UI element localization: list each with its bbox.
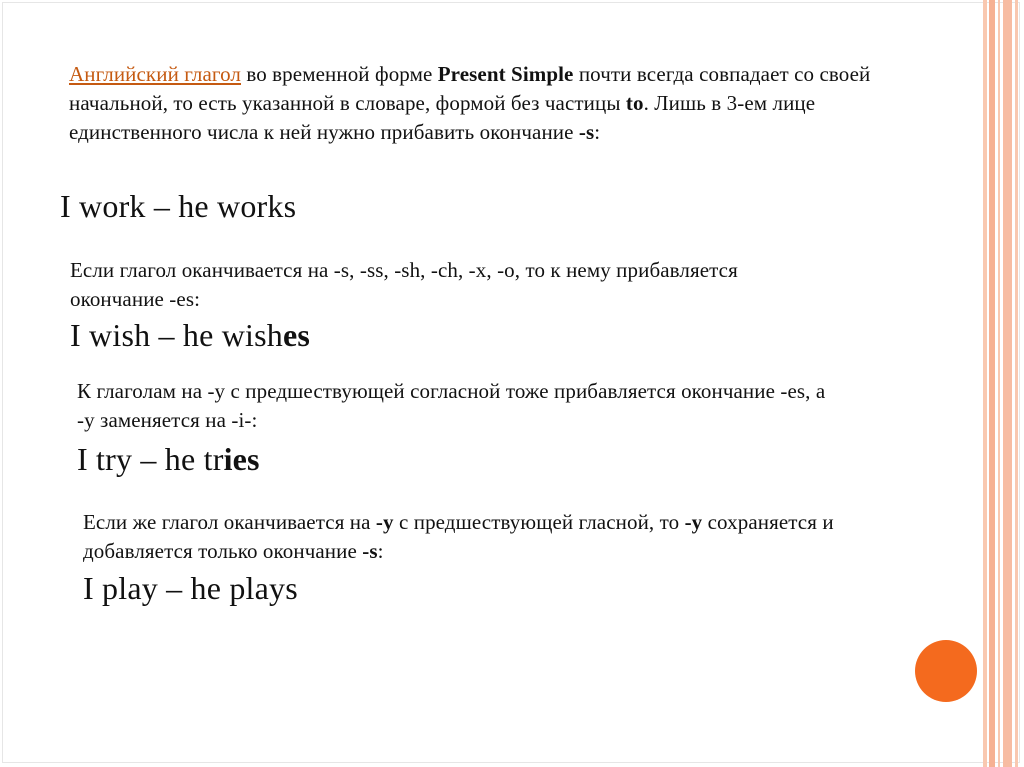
- bold-term: to: [625, 91, 644, 115]
- paragraph-present-simple: [69, 60, 909, 147]
- text-fragment: во временной форме: [241, 62, 438, 86]
- text-fragment: Если же глагол оканчивается на: [83, 510, 376, 534]
- example-try: [77, 441, 260, 477]
- stripe: [983, 0, 987, 767]
- paragraph-y-consonant: К глаголам на -y с предшествующей согласной тоже прибавляется окончание -es, а -y заменяется на -i-:: [77, 379, 826, 432]
- example-ending: ies: [223, 441, 260, 477]
- text-fragment: сохраняется и добавляется только окончание: [83, 510, 834, 563]
- stripe: [1015, 0, 1018, 767]
- paragraph-es-ending: Если глагол оканчивается на -s, -ss, -sh, -ch, -x, -o, то к нему прибавляется окончание -es:: [70, 258, 738, 311]
- english-verb-link[interactable]: Английский глагол: [69, 62, 241, 86]
- example-wish: [70, 317, 310, 353]
- text-fragment: :: [594, 120, 601, 144]
- bold-term: Present Simple: [437, 62, 574, 86]
- example-base: I try – he tr: [77, 441, 224, 477]
- bold-term: -s: [578, 120, 595, 144]
- stripe: [998, 0, 1000, 767]
- bold-term: -y: [684, 510, 703, 534]
- decorative-circle: [915, 640, 977, 702]
- text-fragment: :: [377, 539, 384, 563]
- example-base: I wish – he wish: [70, 317, 283, 353]
- paragraph-y-vowel: [83, 508, 923, 566]
- example-play: I play – he plays: [83, 570, 298, 606]
- stripe: [1003, 0, 1012, 767]
- text-fragment: с предшествующей гласной, то: [393, 510, 685, 534]
- text-fragment: . Лишь в 3-ем лице единственного числа к ней нужно прибавить окончание: [69, 91, 816, 144]
- text-fragment: почти всегда совпадает со своей начальной, то есть указанной в словаре, формой без частицы: [69, 62, 871, 115]
- example-work: I work – he works: [60, 188, 297, 224]
- bold-term: -s: [362, 539, 378, 563]
- example-ending: es: [282, 317, 311, 353]
- bold-term: -y: [375, 510, 394, 534]
- stripe: [989, 0, 995, 767]
